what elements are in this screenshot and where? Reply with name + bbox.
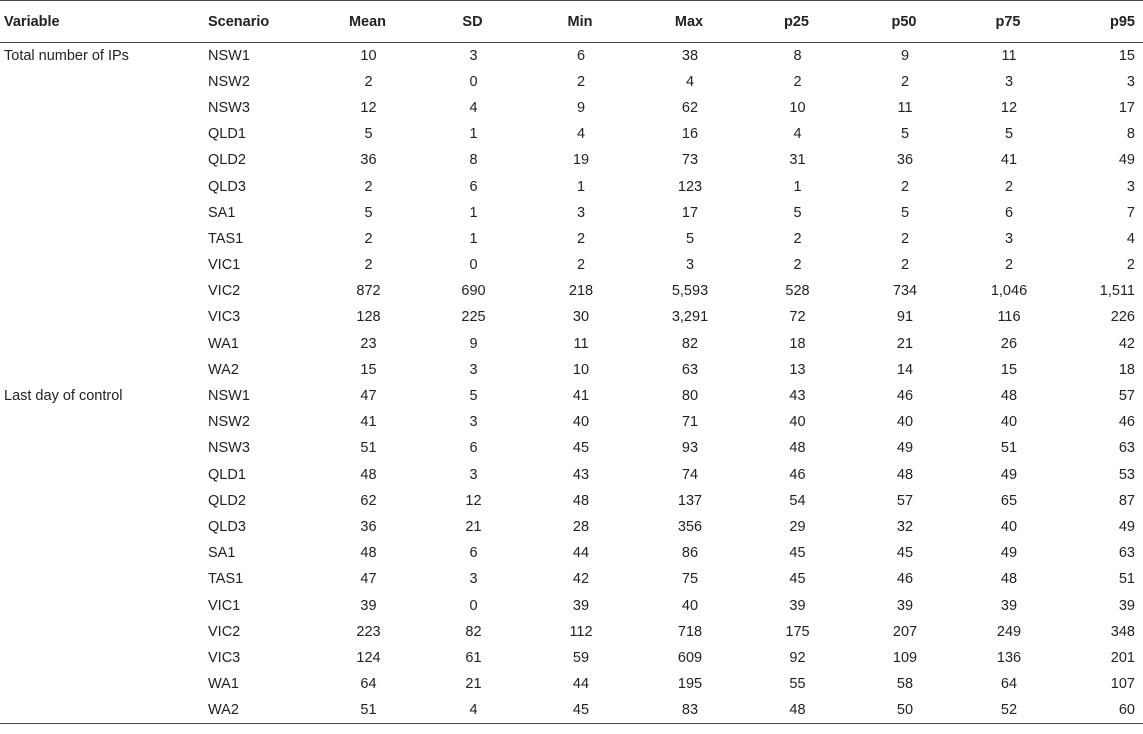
table-row [0,619,1143,645]
cell-variable: Last day of control [4,388,123,405]
cell-max: 73 [681,152,699,169]
cell-p50: 40 [896,414,914,431]
cell-min: 45 [572,440,590,457]
cell-scenario: SA1 [208,545,236,562]
cell-variable [0,645,204,671]
cell-variable [0,69,204,95]
table-row [0,566,1143,592]
cell-p75: 64 [1000,676,1018,693]
cell-sd: 3 [469,466,478,483]
cell-p75: 136 [996,649,1022,666]
cell-variable [0,226,204,252]
header-p75: p75 [959,1,1059,43]
cell-p95: 49 [1118,152,1135,169]
cell-max: 74 [681,466,699,483]
cell-p25: 10 [789,99,806,116]
cell-p25: 18 [789,335,806,352]
cell-p95: 3 [1126,178,1135,195]
cell-variable [0,462,204,488]
cell-p75: 12 [1000,99,1018,116]
cell-max: 137 [677,492,703,509]
cell-p95: 3 [1126,73,1135,90]
cell-max: 62 [681,99,699,116]
cell-min: 48 [572,492,590,509]
table-row [0,409,1143,435]
cell-sd: 0 [469,597,478,614]
cell-p25: 54 [789,492,806,509]
cell-sd: 3 [469,571,478,588]
cell-max: 40 [681,597,699,614]
cell-max: 356 [677,518,703,535]
cell-p75: 15 [1000,361,1018,378]
table-row [0,514,1143,540]
header-variable: Variable [0,1,204,43]
cell-variable [0,357,204,383]
table-row [0,43,1143,69]
table-row [0,252,1143,278]
cell-sd: 61 [465,649,482,666]
cell-p95: 63 [1118,545,1135,562]
cell-variable [0,514,204,540]
cell-min: 42 [572,571,590,588]
cell-p75: 2 [1004,257,1014,274]
cell-min: 11 [573,335,589,352]
table-row [0,671,1143,697]
cell-variable [0,435,204,461]
cell-p25: 46 [789,466,806,483]
table-row [0,200,1143,226]
cell-p75: 39 [1000,597,1018,614]
cell-p50: 36 [896,152,914,169]
table-row [0,331,1143,357]
cell-sd: 21 [465,518,482,535]
cell-mean: 36 [360,152,377,169]
cell-p25: 175 [785,623,810,640]
cell-p25: 92 [789,649,806,666]
cell-scenario: QLD1 [208,466,246,483]
cell-p50: 58 [896,676,914,693]
cell-min: 2 [576,230,586,247]
cell-min: 28 [572,518,590,535]
cell-p95: 1,511 [1099,283,1135,300]
header-p95: p95 [1059,1,1143,43]
cell-p75: 1,046 [990,283,1028,300]
cell-min: 45 [526,697,636,723]
cell-sd: 225 [461,309,486,326]
cell-mean: 36 [360,518,377,535]
cell-p25: 48 [789,440,806,457]
cell-p25: 72 [789,309,806,326]
cell-scenario: NSW2 [208,73,250,90]
cell-min: 4 [576,126,586,143]
cell-max: 80 [681,388,699,405]
cell-p25: 48 [744,697,851,723]
cell-scenario: WA1 [208,335,239,352]
cell-p25: 13 [789,361,806,378]
cell-scenario: QLD3 [208,178,246,195]
cell-sd: 3 [469,361,478,378]
table-row [0,357,1143,383]
cell-p25: 43 [789,388,806,405]
cell-sd: 5 [469,388,478,405]
cell-mean: 48 [360,466,377,483]
cell-p25: 5 [793,204,802,221]
header-max: Max [636,1,744,43]
cell-p75: 48 [1000,571,1018,588]
table-row [0,69,1143,95]
cell-p95: 57 [1118,388,1135,405]
cell-min: 41 [572,388,590,405]
cell-scenario: VIC1 [208,597,241,614]
header-sd: SD [421,1,526,43]
table-row [0,540,1143,566]
cell-p50: 14 [896,361,914,378]
table-row [0,488,1143,514]
cell-p50: 46 [896,571,914,588]
cell-max: 123 [677,178,703,195]
table-row [0,592,1143,618]
table-row [0,435,1143,461]
cell-p75: 116 [997,309,1021,326]
cell-mean: 124 [356,649,381,666]
cell-mean: 51 [316,697,421,723]
cell-sd: 4 [469,99,478,116]
cell-min: 39 [572,597,590,614]
cell-sd: 6 [469,545,478,562]
cell-p95: 39 [1118,597,1135,614]
cell-variable [0,671,204,697]
cell-variable [0,147,204,173]
cell-scenario: NSW1 [208,47,250,64]
cell-mean: 5 [364,126,373,143]
cell-p95: 4 [1126,230,1135,247]
cell-min: 3 [576,204,586,221]
cell-max: 5,593 [671,283,709,300]
cell-variable [0,592,204,618]
cell-p75: 2 [1004,178,1014,195]
cell-p50: 46 [896,388,914,405]
cell-p25: 31 [789,152,806,169]
cell-p50: 32 [896,518,914,535]
cell-sd: 9 [469,335,478,352]
cell-variable [0,409,204,435]
cell-min: 10 [572,361,590,378]
cell-mean: 39 [360,597,377,614]
cell-p25: 528 [785,283,810,300]
cell-scenario: WA2 [208,361,239,378]
table-row [0,173,1143,199]
cell-scenario: QLD3 [208,518,246,535]
header-row [0,1,1143,43]
cell-p50: 39 [896,597,914,614]
cell-mean: 5 [364,204,373,221]
cell-p25: 2 [793,73,802,90]
cell-mean: 10 [360,47,377,64]
cell-max: 718 [677,623,703,640]
cell-p25: 45 [789,571,806,588]
cell-p95: 51 [1118,571,1135,588]
cell-variable [0,488,204,514]
cell-mean: 23 [360,335,377,352]
header-min: Min [526,1,636,43]
cell-max: 3 [685,257,695,274]
cell-sd: 0 [469,73,478,90]
cell-sd: 3 [469,414,478,431]
cell-mean: 872 [356,283,381,300]
cell-p95: 17 [1118,99,1135,116]
cell-sd: 4 [421,697,526,723]
cell-variable [0,540,204,566]
cell-p95: 18 [1118,361,1135,378]
cell-mean: 47 [360,571,377,588]
table-row [0,121,1143,147]
cell-p75: 51 [1000,440,1018,457]
cell-sd: 21 [465,676,482,693]
cell-max: 17 [681,204,699,221]
cell-p50: 5 [900,126,910,143]
table-row [0,278,1143,304]
cell-scenario: WA2 [204,697,316,723]
cell-p75: 5 [1004,126,1014,143]
cell-p75: 40 [1000,414,1018,431]
cell-p75: 65 [1000,492,1018,509]
cell-max: 71 [681,414,699,431]
cell-mean: 15 [360,361,377,378]
table-row [0,462,1143,488]
cell-mean: 62 [360,492,377,509]
table-row [0,95,1143,121]
cell-scenario: QLD2 [208,492,246,509]
header-p25: p25 [744,1,851,43]
cell-max: 75 [681,571,699,588]
cell-variable [0,331,204,357]
cell-variable [0,200,204,226]
cell-variable [0,619,204,645]
cell-max: 16 [681,126,699,143]
cell-sd: 690 [461,283,486,300]
cell-p95: 8 [1126,126,1135,143]
cell-p25: 4 [793,126,802,143]
cell-sd: 8 [469,152,478,169]
cell-p25: 1 [793,178,802,195]
header-p50: p50 [851,1,959,43]
cell-variable [0,173,204,199]
cell-scenario: QLD1 [208,126,246,143]
cell-p50: 45 [896,545,914,562]
cell-mean: 2 [364,178,373,195]
cell-mean: 2 [364,230,373,247]
cell-min: 2 [576,257,586,274]
cell-p50: 2 [900,73,910,90]
cell-variable [0,95,204,121]
cell-max: 3,291 [671,309,709,326]
cell-p75: 48 [1000,388,1018,405]
cell-max: 82 [681,335,699,352]
cell-p50: 50 [851,697,959,723]
cell-p95: 348 [1110,623,1135,640]
cell-p25: 2 [793,257,802,274]
cell-p75: 41 [1000,152,1018,169]
cell-p50: 11 [897,99,913,116]
cell-sd: 1 [469,126,478,143]
table-header [0,1,1143,43]
cell-scenario: SA1 [208,204,236,221]
cell-min: 19 [572,152,590,169]
cell-min: 1 [576,178,586,195]
cell-p25: 40 [789,414,806,431]
cell-max: 5 [685,230,695,247]
cell-p95: 226 [1110,309,1135,326]
cell-p50: 109 [892,649,918,666]
cell-p95: 107 [1110,676,1135,693]
cell-max: 195 [677,676,703,693]
cell-p75: 49 [1000,545,1018,562]
cell-sd: 82 [465,623,482,640]
cell-p75: 11 [1001,47,1017,64]
cell-p75: 49 [1000,466,1018,483]
cell-scenario: VIC2 [208,623,241,640]
header-scenario: Scenario [204,1,316,43]
table-row [0,645,1143,671]
cell-p95: 7 [1126,204,1135,221]
cell-p95: 15 [1118,47,1135,64]
cell-scenario: WA1 [208,676,239,693]
cell-variable [0,697,204,723]
cell-max: 63 [681,361,699,378]
cell-scenario: NSW3 [208,99,250,116]
cell-min: 112 [569,623,593,640]
cell-p95: 53 [1118,466,1135,483]
cell-p95: 2 [1126,257,1135,274]
cell-p50: 207 [892,623,918,640]
cell-p95: 63 [1118,440,1135,457]
cell-p75: 52 [959,697,1059,723]
table-row [0,147,1143,173]
cell-mean: 41 [360,414,377,431]
cell-p75: 3 [1004,73,1014,90]
cell-p50: 9 [900,47,910,64]
cell-mean: 47 [360,388,377,405]
cell-max: 609 [677,649,703,666]
cell-min: 2 [576,73,586,90]
cell-variable [0,304,204,330]
cell-p95: 42 [1118,335,1135,352]
cell-p95: 46 [1118,414,1135,431]
cell-p50: 2 [900,257,910,274]
cell-p50: 57 [896,492,914,509]
cell-sd: 6 [469,178,478,195]
cell-p50: 734 [892,283,918,300]
cell-min: 218 [568,283,594,300]
cell-sd: 1 [469,230,478,247]
cell-variable: Total number of IPs [4,47,129,64]
cell-mean: 48 [360,545,377,562]
cell-p50: 49 [896,440,914,457]
cell-min: 44 [572,545,590,562]
cell-scenario: VIC1 [208,257,241,274]
cell-p25: 45 [789,545,806,562]
cell-p95: 49 [1118,518,1135,535]
cell-p75: 249 [996,623,1022,640]
cell-scenario: TAS1 [208,230,244,247]
cell-p50: 48 [896,466,914,483]
cell-max: 38 [681,47,699,64]
cell-max: 4 [685,73,695,90]
cell-p75: 26 [1000,335,1018,352]
cell-mean: 51 [360,440,377,457]
header-mean: Mean [316,1,421,43]
cell-min: 30 [572,309,590,326]
cell-p25: 55 [789,676,806,693]
cell-scenario: NSW1 [208,388,250,405]
cell-mean: 12 [360,99,377,116]
cell-scenario: VIC2 [208,283,241,300]
cell-min: 40 [572,414,590,431]
table-row [0,304,1143,330]
cell-mean: 64 [360,676,377,693]
cell-p75: 6 [1004,204,1014,221]
cell-sd: 12 [465,492,482,509]
cell-max: 93 [681,440,699,457]
cell-scenario: NSW2 [208,414,250,431]
cell-mean: 2 [364,73,373,90]
table-row [0,383,1143,409]
cell-scenario: TAS1 [208,571,244,588]
cell-p25: 2 [793,230,802,247]
cell-p25: 8 [793,47,802,64]
cell-sd: 6 [469,440,478,457]
cell-mean: 223 [356,623,381,640]
cell-min: 6 [576,47,586,64]
cell-variable [0,566,204,592]
cell-p75: 3 [1004,230,1014,247]
cell-scenario: VIC3 [208,649,241,666]
cell-variable [0,278,204,304]
cell-variable [0,121,204,147]
cell-sd: 1 [469,204,478,221]
cell-scenario: QLD2 [208,152,246,169]
cell-p50: 5 [900,204,910,221]
cell-p50: 2 [900,178,910,195]
cell-p75: 40 [1000,518,1018,535]
cell-p95: 201 [1110,649,1135,666]
cell-max: 83 [636,697,744,723]
cell-p50: 2 [900,230,910,247]
cell-mean: 128 [356,309,381,326]
table-row [0,697,1143,723]
cell-p95: 60 [1059,697,1143,723]
cell-p50: 21 [896,335,914,352]
cell-sd: 0 [469,257,478,274]
cell-p50: 91 [896,309,914,326]
cell-min: 59 [572,649,590,666]
cell-mean: 2 [364,257,373,274]
table-body [0,43,1143,724]
cell-p25: 39 [789,597,806,614]
cell-max: 86 [681,545,699,562]
cell-p95: 87 [1118,492,1135,509]
cell-sd: 3 [469,47,478,64]
cell-min: 9 [576,99,586,116]
cell-min: 44 [572,676,590,693]
cell-scenario: VIC3 [208,309,241,326]
cell-min: 43 [572,466,590,483]
table-row [0,226,1143,252]
cell-p25: 29 [789,518,806,535]
cell-variable [0,252,204,278]
cell-scenario: NSW3 [208,440,250,457]
